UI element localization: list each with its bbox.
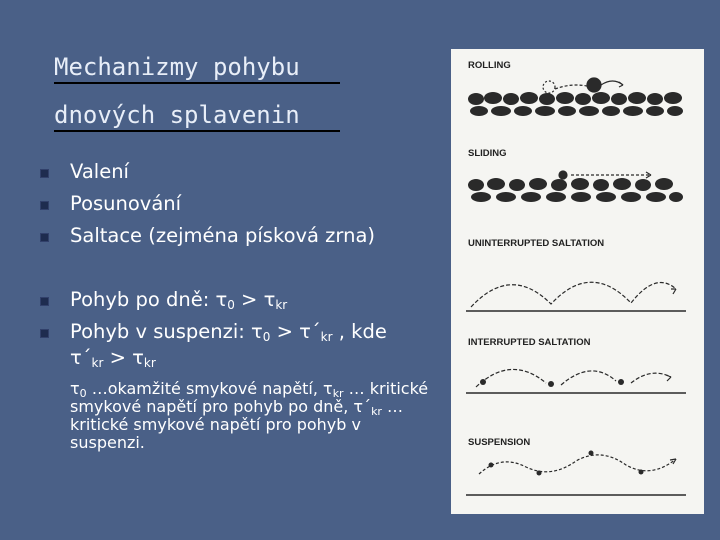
bullet-text: Pohyb v suspenzi: $\tau_0$ > $\tau´_{kr}$ , kde xyxy=(70,320,387,344)
bullet-marker xyxy=(40,169,49,178)
bullet-text: Valení xyxy=(70,160,129,183)
interrupted-saltation-grains xyxy=(480,379,624,387)
transport-modes-diagram xyxy=(451,49,704,514)
bullet-marker xyxy=(40,233,49,242)
label-sliding: SLIDING xyxy=(468,148,507,159)
suspension-path xyxy=(479,455,676,474)
title-text-1: Mechanizmy pohybu xyxy=(54,53,300,81)
title-underline-1 xyxy=(54,82,340,84)
sliding-path xyxy=(559,171,651,179)
bullet-marker xyxy=(40,329,49,338)
label-suspension: SUSPENSION xyxy=(468,437,531,448)
definition-note: $\tau_0$ …okamžité smykové napětí, $\tau_{kr}$ … kritické smykové napětí pro pohyb po dně, $\tau´_{kr}$ … kritické smykové napětí pro pohyb v suspenzi. xyxy=(70,379,429,452)
title-text-2: dnových splavenin xyxy=(54,101,300,129)
suspension-grains xyxy=(489,451,644,476)
bullet-continuation: $\tau´_{kr} > \tau_{kr}$ xyxy=(70,346,156,370)
rolling-bed xyxy=(468,92,683,116)
label-uninterrupted-saltation: UNINTERRUPTED SALTATION xyxy=(468,238,605,249)
title-line-1 xyxy=(54,53,300,81)
label-interrupted-saltation: INTERRUPTED SALTATION xyxy=(468,337,591,348)
label-rolling: ROLLING xyxy=(468,60,511,71)
interrupted-saltation-path xyxy=(476,369,671,387)
transport-modes-figure xyxy=(451,49,704,514)
title-line-2 xyxy=(54,101,300,129)
rolling-path xyxy=(543,78,623,93)
bullet-marker xyxy=(40,201,49,210)
sliding-bed xyxy=(468,178,683,202)
uninterrupted-saltation-path xyxy=(471,282,676,307)
title-underline-2 xyxy=(54,130,340,132)
bullet-text: Saltace (zejména písková zrna) xyxy=(70,224,376,247)
bullet-text: Pohyb po dně: $\tau_0 > \tau_{kr}$ xyxy=(70,288,288,312)
bullet-marker xyxy=(40,297,49,306)
bullet-text: Posunování xyxy=(70,192,182,215)
